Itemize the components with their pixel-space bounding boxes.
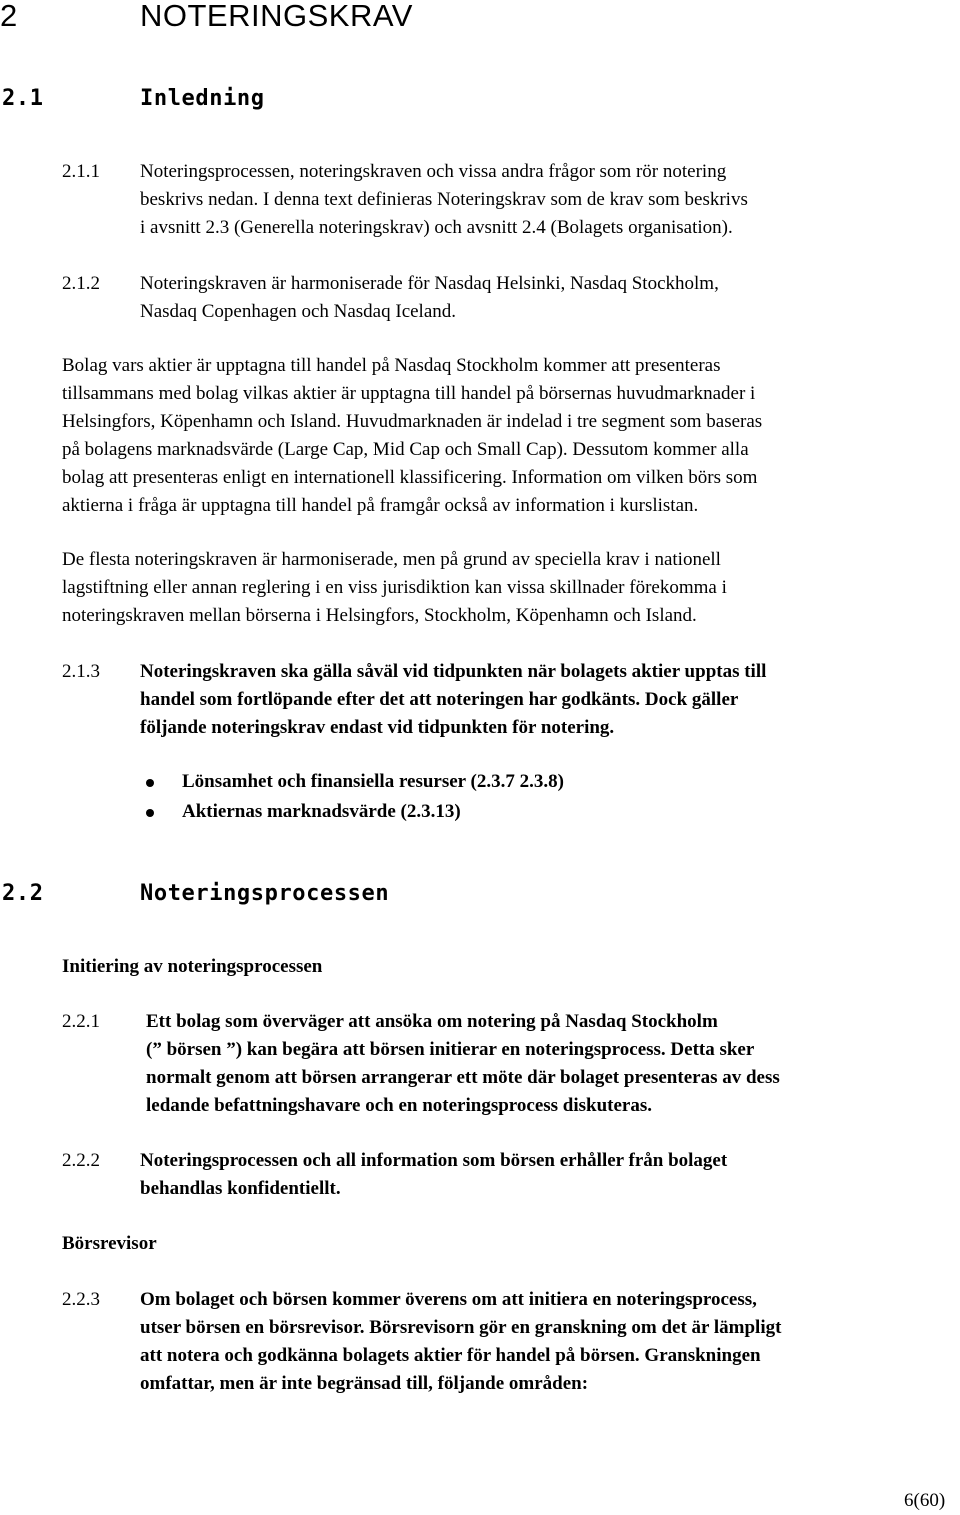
text-line: tillsammans med bolag vilkas aktier är upptagna till handel på börsernas huvudmarknader i	[62, 383, 756, 404]
text-line: Helsingfors, Köpenhamn och Island. Huvudmarknaden är indelad i tre segment som baseras	[62, 411, 763, 432]
text-line: i avsnitt 2.3 (Generella noteringskrav) och avsnitt 2.4 (Bolagets organisation).	[140, 217, 733, 238]
item-text-2-2-1	[146, 1008, 946, 1120]
paragraph-harmonisation	[62, 546, 942, 630]
text-line: följande noteringskrav endast vid tidpunkten för notering.	[140, 717, 615, 738]
text-line: behandlas konfidentiellt.	[140, 1178, 341, 1199]
text-line: att notera och godkänna bolagets aktier för handel på börsen. Granskningen	[140, 1345, 761, 1366]
section-number-2-2: 2.2	[2, 881, 44, 906]
text-line: normalt genom att börsen arrangerar ett möte där bolaget presenteras av dess	[146, 1067, 780, 1088]
subheading-borsrevisor: Börsrevisor	[62, 1233, 157, 1254]
text-line: lagstiftning eller annan reglering i en viss jurisdiktion kan vissa skillnader förekomma i	[62, 577, 727, 598]
bullet-item: Aktiernas marknadsvärde (2.3.13)	[182, 801, 461, 822]
item-number-2-2-3: 2.2.3	[62, 1289, 100, 1310]
text-line: på bolagens marknadsvärde (Large Cap, Mid Cap och Small Cap). Dessutom kommer alla	[62, 439, 749, 460]
text-line: aktierna i fråga är upptagna till handel på framgår också av information i kurslistan.	[62, 495, 699, 516]
paragraph-markets	[62, 352, 942, 520]
text-line: omfattar, men är inte begränsad till, följande områden:	[140, 1373, 589, 1394]
page-number: 6(60)	[904, 1490, 946, 1511]
item-number-2-1-3: 2.1.3	[62, 661, 100, 682]
text-line: (” börsen ”) kan begära att börsen initierar en noteringsprocess. Detta sker	[146, 1039, 755, 1060]
item-number-2-1-1: 2.1.1	[62, 161, 100, 182]
section-number-2-1: 2.1	[2, 86, 44, 111]
text-line: De flesta noteringskraven är harmoniserade, men på grund av speciella krav i nationell	[62, 549, 721, 570]
item-number-2-1-2: 2.1.2	[62, 273, 100, 294]
text-line: handel som fortlöpande efter det att noteringen har godkänts. Dock gäller	[140, 689, 739, 710]
text-line: Ett bolag som överväger att ansöka om notering på Nasdaq Stockholm	[146, 1011, 718, 1032]
text-line: Om bolaget och börsen kommer överens om att initiera en noteringsprocess,	[140, 1289, 757, 1310]
text-line: noteringskraven mellan börserna i Helsingfors, Stockholm, Köpenhamn och Island.	[62, 605, 697, 626]
item-text-2-1-3	[140, 658, 940, 742]
chapter-title: NOTERINGSKRAV	[140, 0, 413, 33]
chapter-number: 2	[0, 0, 18, 33]
subheading-initiering: Initiering av noteringsprocessen	[62, 956, 323, 977]
item-text-2-1-1	[140, 158, 940, 242]
item-number-2-2-1: 2.2.1	[62, 1011, 100, 1032]
text-line: bolag att presenteras enligt en internationell klassificering. Information om vilken börs som	[62, 467, 758, 488]
item-number-2-2-2: 2.2.2	[62, 1150, 100, 1171]
text-line: Noteringsprocessen och all information som börsen erhåller från bolaget	[140, 1150, 728, 1171]
bullet-item: Lönsamhet och finansiella resurser (2.3.7 2.3.8)	[182, 771, 564, 792]
item-text-2-2-2	[140, 1147, 940, 1203]
text-line: Noteringskraven ska gälla såväl vid tidpunkten när bolagets aktier upptas till	[140, 661, 767, 682]
text-line: Nasdaq Copenhagen och Nasdaq Iceland.	[140, 301, 457, 322]
text-line: beskrivs nedan. I denna text definieras Noteringskrav som de krav som beskrivs	[140, 189, 748, 210]
text-line: utser börsen en börsrevisor. Börsrevisorn gör en granskning om det är lämpligt	[140, 1317, 782, 1338]
bullet-icon	[146, 779, 154, 787]
text-line: Bolag vars aktier är upptagna till handel på Nasdaq Stockholm kommer att presenteras	[62, 355, 721, 376]
section-title-2-1: Inledning	[140, 86, 265, 111]
text-line: ledande befattningshavare och en noteringsprocess diskuteras.	[146, 1095, 652, 1116]
text-line: Noteringsprocessen, noteringskraven och vissa andra frågor som rör notering	[140, 161, 727, 182]
item-text-2-1-2	[140, 270, 940, 326]
bullet-icon	[146, 809, 154, 817]
text-line: Noteringskraven är harmoniserade för Nasdaq Helsinki, Nasdaq Stockholm,	[140, 273, 719, 294]
item-text-2-2-3	[140, 1286, 950, 1398]
section-title-2-2: Noteringsprocessen	[140, 881, 390, 906]
